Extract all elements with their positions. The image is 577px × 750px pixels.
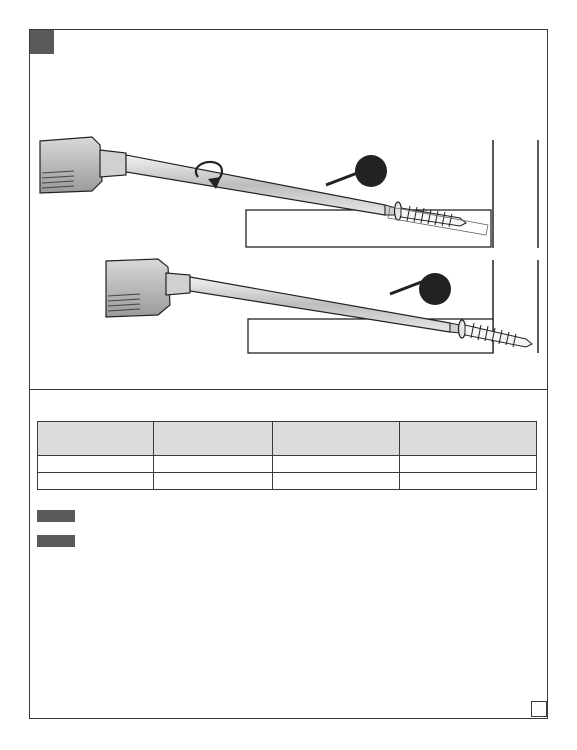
- table-header-cell: [38, 422, 154, 456]
- note-badge: [37, 535, 75, 547]
- table-header-cell: [273, 422, 400, 456]
- table-header-cell: [400, 422, 537, 456]
- lower-scene: [106, 259, 538, 353]
- page-number: [531, 701, 547, 717]
- table-header-cell: [154, 422, 273, 456]
- section-divider: [30, 389, 547, 390]
- upper-scene: [40, 137, 538, 248]
- table-cell: [273, 456, 400, 473]
- table-cell: [154, 456, 273, 473]
- table-cell: [273, 473, 400, 490]
- table-row: [38, 473, 537, 490]
- drill-body-upper: [40, 137, 126, 193]
- spec-table: [37, 421, 537, 490]
- drill-screw-illustration: [30, 55, 547, 389]
- table-header-row: [38, 422, 537, 456]
- table-cell: [38, 473, 154, 490]
- table-cell: [400, 456, 537, 473]
- table-cell: [154, 473, 273, 490]
- note-badge: [37, 510, 75, 522]
- table-row: [38, 456, 537, 473]
- table-cell: [38, 456, 154, 473]
- drill-body-lower: [106, 259, 190, 317]
- table-cell: [400, 473, 537, 490]
- step-number-badge: [30, 30, 54, 54]
